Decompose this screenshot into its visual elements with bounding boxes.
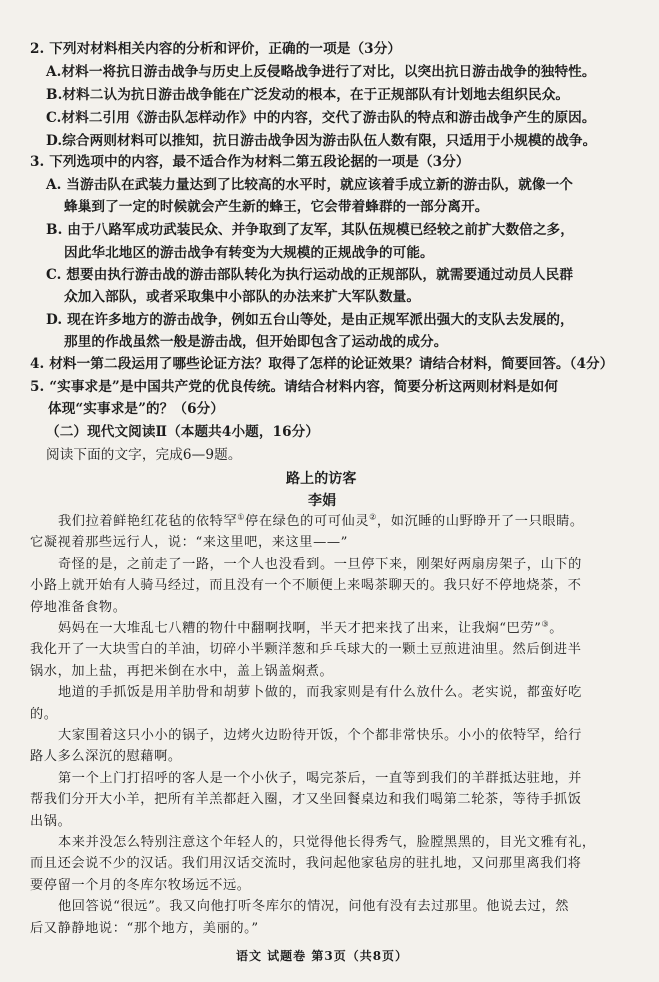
q5-stem-cont: 体现“实事求是”的？（6分） (48, 401, 225, 417)
q3-option-b: B. 由于八路军成功武装民众、并争取到了友军，其队伍规模已经较之前扩大数倍之多， (46, 222, 574, 238)
story-p2-line1: 奇怪的是，之前走了一路，一个人也没看到。一旦停下来，刚架好两扇房架子，山下的 (58, 556, 582, 572)
q3-stem: 3. 下列选项中的内容，最不适合作为材料二第五段论据的一项是（3分） (30, 154, 470, 170)
story-p5-line2: 路人多么深沉的慰藉啊。 (30, 749, 182, 765)
page-footer: 语文 试题卷 第3页（共8页） (236, 949, 409, 963)
story-p2-line2: 小路上就开始有人骑马经过，而且没有一个不顺便上来喝茶聊天的。我只好不停地烧茶，不 (30, 578, 582, 594)
story-author: 李娟 (308, 493, 337, 509)
story-p8-line2: 后又静静地说：“那个地方，美丽的。” (30, 920, 259, 936)
q2-stem: 2. 下列对材料相关内容的分析和评价，正确的一项是（3分） (30, 41, 402, 57)
story-p7-line2: 而且还会说不少的汉话。我们用汉话交流时，我问起他家毡房的驻扎地，又问那里离我们将 (30, 856, 582, 872)
story-p7-line1: 本来并没怎么特别注意这个年轻人的，只觉得他长得秀气，脸膛黑黑的，目光文雅有礼， (58, 835, 596, 850)
story-p6-line2: 帮我们分开大小羊，把所有羊羔都赶入圈，才又坐回餐桌边和我们喝第二轮茶，等待手抓饭 (30, 792, 582, 808)
story-p3-line1: 妈妈在一大堆乱七八糟的物什中翻啊找啊，半天才把来找了出来，让我焖“巴劳”③。 (58, 619, 564, 636)
q3-option-a: A. 当游击队在武装力量达到了比较高的水平时，就应该着手成立新的游击队，就像一个 (46, 177, 573, 193)
section-instruction: 阅读下面的文字，完成6—9题。 (46, 447, 242, 463)
footnote-mark-3: ③ (541, 619, 550, 629)
story-p4-line2: 的。 (30, 706, 58, 722)
q3-option-b-cont: 因此华北地区的游击战争有转变为大规模的正规战争的可能。 (64, 245, 434, 261)
q2-option-d: D.综合两则材料可以推知，抗日游击战争因为游击队伍人数有限，只适用于小规模的战争。 (46, 133, 597, 149)
q3-option-c: C. 想要由执行游击战的游击部队转化为执行运动战的正规部队，就需要通过动员人民群 (46, 267, 574, 283)
q2-option-b: B.材料二认为抗日游击战争能在广泛发动的根本，在于正规部队有计划地去组织民众。 (46, 87, 570, 103)
story-p2-line3: 停地准备食物。 (30, 599, 127, 615)
story-p7-line3: 要停留一个月的冬库尔牧场远不远。 (30, 877, 251, 893)
q3-option-d-cont: 那里的作战虽然一般是游击战，但开始即包含了运动战的成分。 (64, 334, 448, 350)
story-p1-line2: 它凝视着那些远行人，说：“来这里吧，来这里——” (30, 535, 349, 551)
q2-option-c: C.材料二引用《游击队怎样动作》中的内容，交代了游击队的特点和游击战争产生的原因。 (46, 110, 596, 126)
story-p6-line1: 第一个上门打招呼的客人是一个小伙子，喝完茶后，一直等到我们的羊群抵达驻地，并 (58, 770, 582, 786)
story-p4-line1: 地道的手抓饭是用羊肋骨和胡萝卜做的，而我家则是有什么放什么。老实说，都蛮好吃 (58, 685, 582, 701)
footnote-mark-1: ① (237, 512, 246, 522)
q5-stem: 5. “实事求是”是中国共产党的优良传统。请结合材料内容，简要分析这两则材料是如何 (30, 379, 559, 395)
story-title: 路上的访客 (286, 471, 357, 487)
q3-option-c-cont: 众加入部队，或者采取集中小部队的办法来扩大军队数量。 (64, 289, 421, 305)
story-p6-line3: 出锅。 (30, 813, 72, 829)
story-p5-line1: 大家围着这只小小的锅子，边烤火边盼待开饭，个个都非常快乐。小小的依特罕，给行 (58, 728, 582, 743)
footnote-mark-2: ② (369, 512, 377, 522)
story-p8-line1: 他回答说“很远”。我又向他打听冬库尔的情况，问他有没有去过那里。他说去过，然 (58, 899, 570, 915)
q3-option-d: D. 现在许多地方的游击战争，例如五台山等处，是由正规军派出强大的支队去发展的， (46, 312, 574, 328)
q2-option-a: A.材料一将抗日游击战争与历史上反侵略战争进行了对比，以突出抗日游击战争的独特性。 (46, 64, 596, 80)
section-heading: （二）现代文阅读Ⅱ（本题共4小题，16分） (46, 424, 320, 440)
story-p1-line1: 我们拉着鲜艳红花毡的依特罕①停在绿色的可可仙灵②，如沉睡的山野睁开了一只眼睛。 (58, 512, 584, 529)
story-p3-line3: 锅水，加上盐，再把米倒在水中，盖上锅盖焖煮。 (30, 663, 334, 679)
q3-option-a-cont: 蜂巢到了一定的时候就会产生新的蜂王，它会带着蜂群的一部分离开。 (64, 199, 489, 215)
story-p3-line2: 我化开了一大块雪白的羊油，切碎小半颗洋葱和乒乓球大的一颗土豆煎进油里。然后倒进半 (30, 642, 582, 658)
q4-stem: 4. 材料一第二段运用了哪些论证方法？取得了怎样的论证效果？请结合材料，简要回答。（4分） (30, 356, 614, 372)
